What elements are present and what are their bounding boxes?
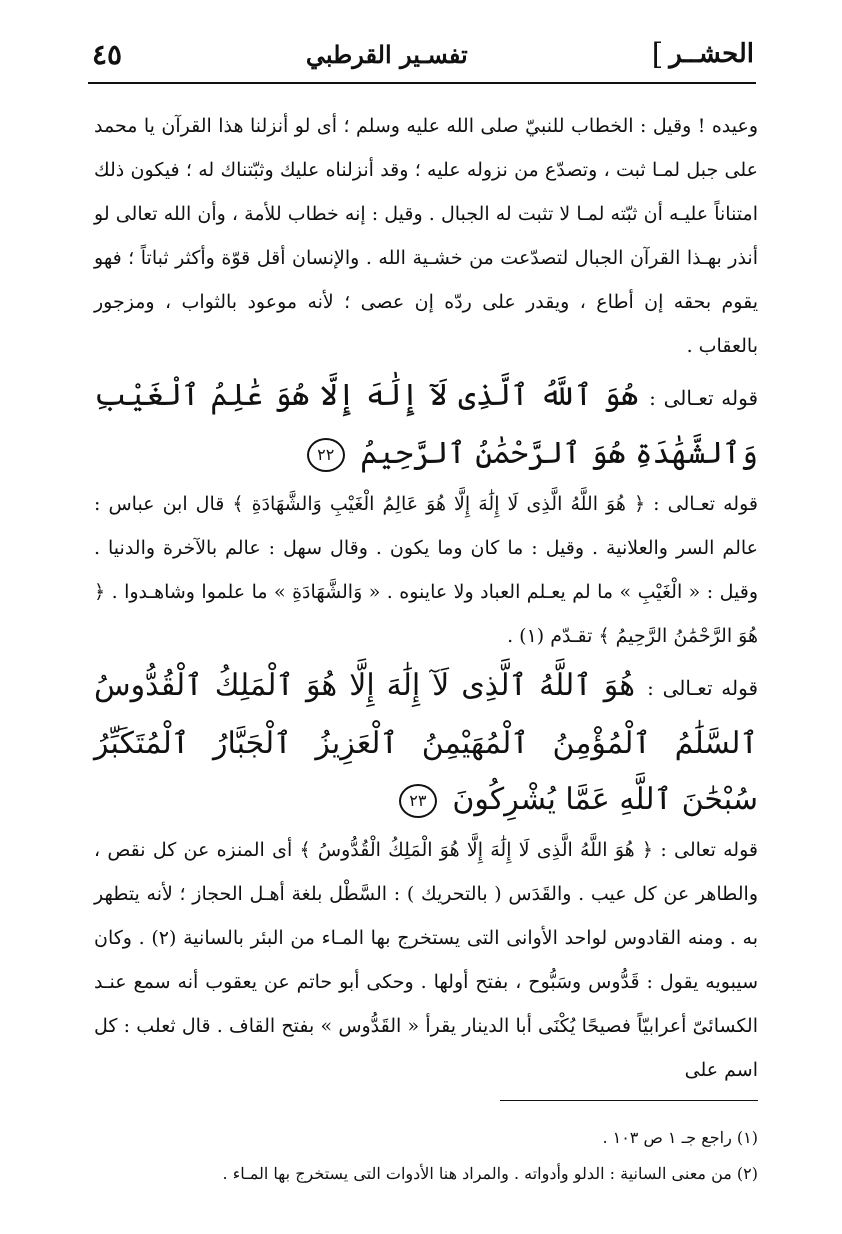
quran-verse-22	[94, 368, 758, 482]
page-body	[94, 104, 758, 1092]
verse-text-23: هُوَ ٱللَّهُ ٱلَّذِى لَآ إِلَٰهَ إِلَّا هُوَ ٱلْمَلِكُ ٱلْقُدُّوسُ ٱلسَّلَٰمُ ٱلْمُؤْمِنُ ٱلْمُهَيْمِنُ ٱلْعَزِيزُ ٱلْجَبَّارُ ٱلْمُتَكَبِّرُ سُبْحَٰنَ ٱللَّهِ عَمَّا يُشْرِكُونَ	[94, 668, 758, 817]
header-rule	[88, 82, 756, 84]
page-header	[92, 32, 754, 76]
verse-number-mark-23: ٢٣	[399, 784, 437, 818]
paragraph-commentary-3: قوله تعالى : ﴿ هُوَ اللَّهُ الَّذِى لَا إِلَٰهَ إِلَّا هُوَ الْمَلِكُ الْقُدُّوسُ ﴾ أى المنزه عن كل نقص ، والطاهر عن كل عيب . والقَدَس ( بالتحريك ) : السَّطْل بلغة أهـل الحجاز ؛ لأنه يتطهر به . ومنه القادوس لواحد الأوانى التى يستخرج بها المـاء من البئر بالسانية (٢) . وكان سيبويه يقول : قَدُّوس وسَبُّوح ، بفتح أولها . وحكى أبو حاتم عن يعقوب أنه سمع عنـد الكسائىّ أعرابيّاً فصيحًا يُكْنَى أبا الدينار يقرأ « القَدُّوس » بفتح القاف . قال ثعلب : كل اسم على	[94, 839, 759, 1081]
book-title: تفسـير القرطبي	[305, 39, 468, 69]
surah-name-heading	[652, 37, 754, 72]
paragraph-commentary-2: قوله تعـالى : ﴿ هُوَ اللَّهُ الَّذِى لَا إِلَٰهَ إِلَّا هُوَ عَالِمُ الْغَيْبِ وَالشَّهَادَةِ ﴾ قال ابن عباس : عالم السر والعلانية . وقيل : ما كان وما يكون . وقال سهل : عالم بالآخرة والدنيا . وقيل : « الْغَيْبِ » ما لم يعـلم العباد ولا عاينوه . « وَالشَّهَادَةِ » ما علموا وشاهـدوا . ﴿ هُوَ الرَّحْمَٰنُ الرَّحِيمُ ﴾ تقـدّم (١) .	[94, 493, 758, 647]
paragraph-commentary-1: وعيده ! وقيل : الخطاب للنبيّ صلى الله عليه وسلم ؛ أى لو أنزلنا هذا القرآن يا محمد على جبل لمـا ثبت ، وتصدّع من نزوله عليه ؛ وقد أنزلناه عليك وثبّتناك له ؛ فيكون ذلك امتناناً عليـه أن ثبّته لمـا لا تثبت له الجبال . وقيل : إنه خطاب للأمة ، وأن الله تعالى لو أنذر بهـذا القرآن الجبال لتصدّعت من خشـية الله . والإنسان أقل قوّة وأكثر ثباتاً ؛ فهو يقوم بحقه إن أطاع ، ويقدر على ردّه إن عصى ؛ لأنه موعود بالثواب ، ومزجور بالعقاب .	[94, 115, 758, 357]
footnote-rule	[500, 1100, 758, 1101]
header-bracket: ]	[651, 36, 664, 72]
page-number: ٤٥	[92, 37, 123, 71]
footnote-2: (٢) من معنى السانية : الدلو وأدواته . والمراد هنا الأدوات التى يستخرج بها المـاء .	[222, 1164, 758, 1183]
surah-name: الحشــر	[669, 39, 754, 69]
footnote-1: (١) راجع جـ ١ ص ١٠٣ .	[602, 1128, 758, 1147]
verse-number-mark-22: ٢٢	[307, 438, 345, 472]
quran-verse-23	[94, 658, 758, 828]
verse-lead-1: قوله تعـالى :	[649, 386, 758, 410]
footnotes	[94, 1120, 758, 1192]
verse-text-22: هُوَ ٱللَّهُ ٱلَّذِى لَآ إِلَٰهَ إِلَّا هُوَ عَٰلِمُ ٱلْغَيْبِ وَٱلشَّهَٰدَةِ هُوَ ٱلرَّحْمَٰنُ ٱلرَّحِيمُ	[94, 378, 758, 471]
verse-lead-2: قوله تعـالى :	[647, 676, 759, 700]
